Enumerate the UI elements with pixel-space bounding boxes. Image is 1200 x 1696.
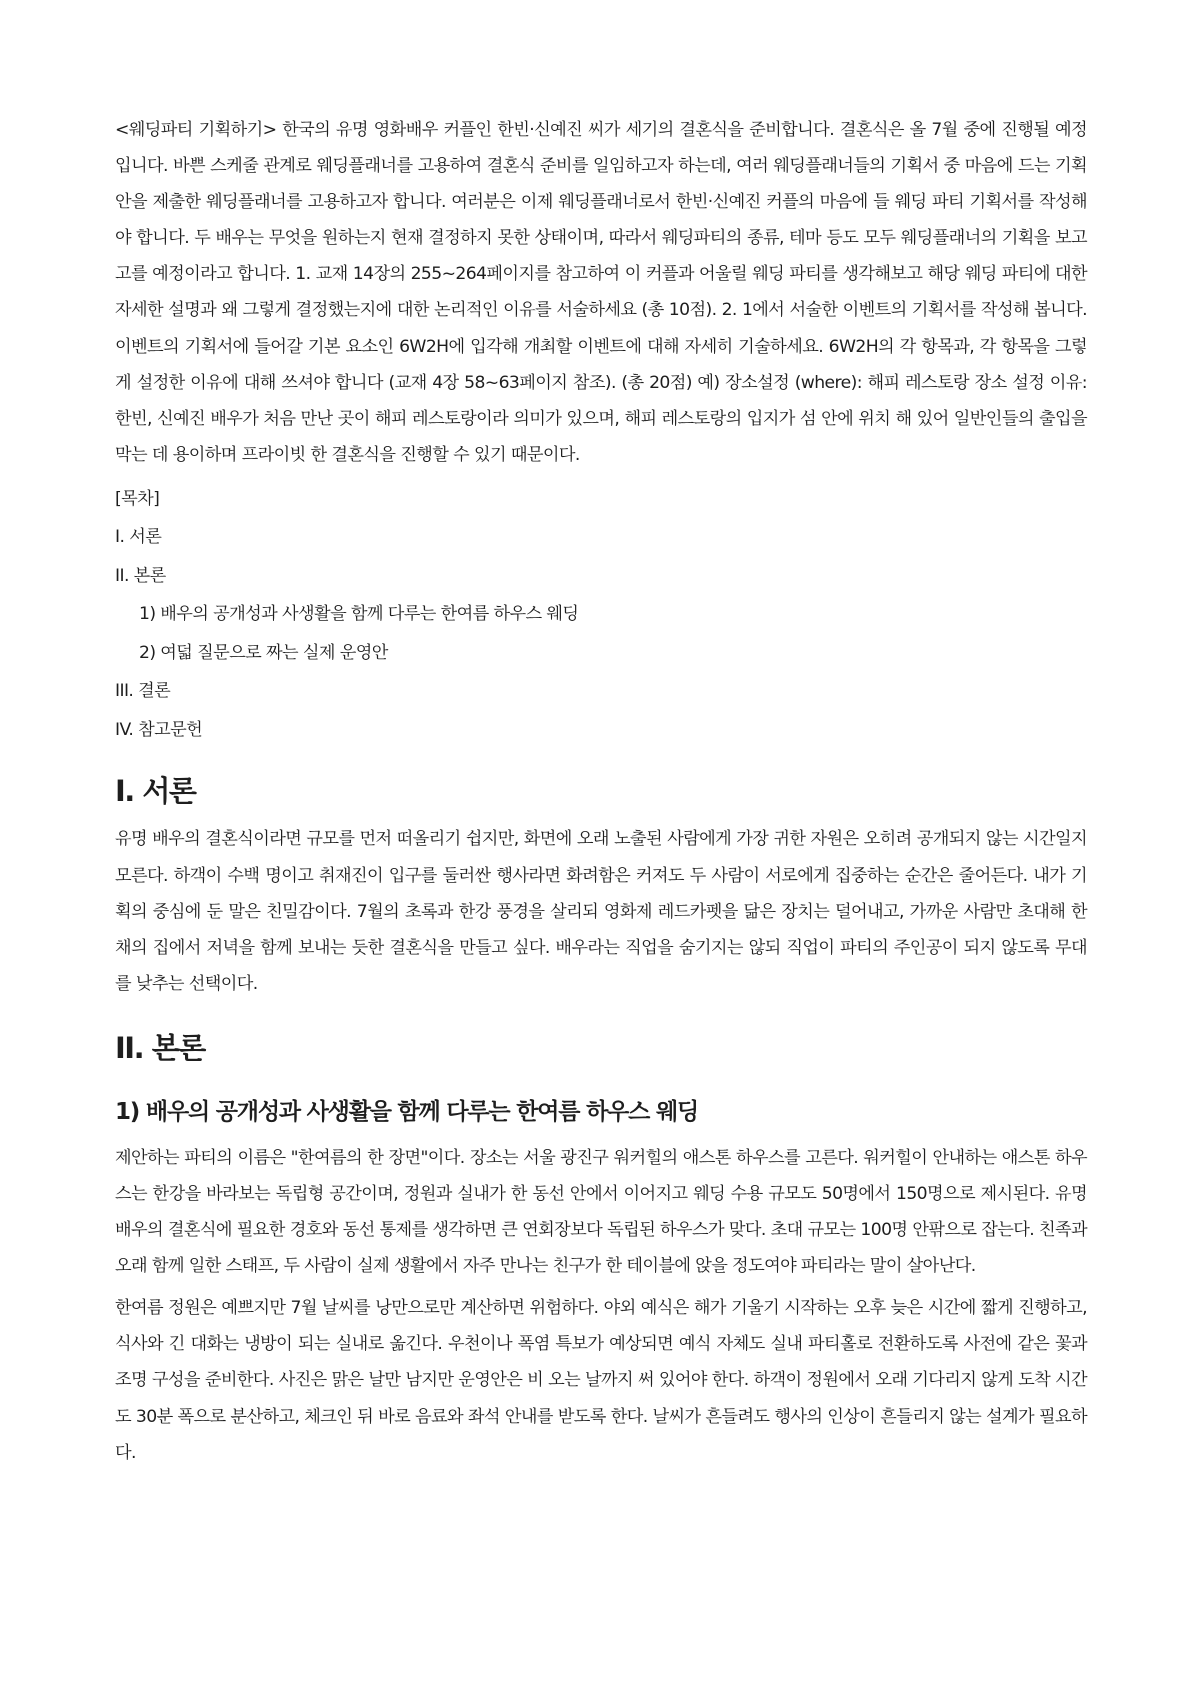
toc-item: II. 본론 — [115, 565, 166, 586]
toc-item: IV. 참고문헌 — [115, 719, 203, 740]
toc-subitem: 2) 여덟 질문으로 짜는 실제 운영안 — [139, 642, 388, 663]
table-of-contents — [115, 480, 1087, 750]
assignment-prompt: <웨딩파티 기획하기> 한국의 유명 영화배우 커플인 한빈·신예진 씨가 세기의 결혼식을 준비합니다. 결혼식은 올 7월 중에 진행될 예정입니다. 바쁜 스케줄 관계로 웨딩플래너를 고용하여 결혼식 준비를 일임하고자 하는데, 여러 웨딩플래너들의 기획서 중 마음에 드는 기획안을 제출한 웨딩플래너를 고용하고자 합니다. 여러분은 이제 웨딩플래너로서 한빈·신예진 커플의 마음에 들 웨딩 파티 기획서를 작성해야 합니다. 두 배우는 무엇을 원하는지 현재 결정하지 못한 상태이며, 따라서 웨딩파티의 종류, 테마 등도 모두 웨딩플래너의 기획을 보고 고를 예정이라고 합니다. 1. 교재 14장의 255~264페이지를 참고하여 이 커플과 어울릴 웨딩 파티를 생각해보고 해당 웨딩 파티에 대한 자세한 설명과 왜 그렇게 결정했는지에 대한 논리적인 이유를 서술하세요 (총 10점). 2. 1에서 서술한 이벤트의 기획서를 작성해 봅니다. 이벤트의 기획서에 들어갈 기본 요소인 6W2H에 입각해 개최할 이벤트에 대해 자세히 기술하세요. 6W2H의 각 항목과, 각 항목을 그렇게 설정한 이유에 대해 쓰셔야 합니다 (교재 4장 58~63페이지 참조). (총 20점) 예) 장소설정 (where): 해피 레스토랑 장소 설정 이유: 한빈, 신예진 배우가 처음 만난 곳이 해피 레스토랑이라 의미가 있으며, 해피 레스토랑의 입지가 섬 안에 위치 해 있어 일반인들의 출입을 막는 데 용이하며 프라이빗 한 결혼식을 진행할 수 있기 때문이다. — [115, 120, 1087, 465]
toc-title: [목차] — [115, 488, 160, 509]
body-paragraph: 한여름 정원은 예쁘지만 7월 날씨를 낭만으로만 계산하면 위험하다. 야외 예식은 해가 기울기 시작하는 오후 늦은 시간에 짧게 진행하고, 식사와 긴 대화는 냉방이 되는 실내로 옮긴다. 우천이나 폭염 특보가 예상되면 예식 자체도 실내 파티홀로 전환하도록 사전에 같은 꽃과 조명 구성을 준비한다. 사진은 맑은 날만 남지만 운영안은 비 오는 날까지 써 있어야 한다. 하객이 정원에서 오래 기다리지 않게 도착 시간도 30분 폭으로 분산하고, 체크인 뒤 바로 음료와 좌석 안내를 받도록 한다. 날씨가 흔들려도 행사의 인상이 흔들리지 않는 설계가 필요하다. — [115, 1298, 1087, 1463]
subsection-heading: 1) 배우의 공개성과 사생활을 함께 다루는 한여름 하우스 웨딩 — [115, 1098, 699, 1125]
toc-subitem: 1) 배우의 공개성과 사생활을 함께 다루는 한여름 하우스 웨딩 — [139, 604, 579, 625]
introduction-paragraph: 유명 배우의 결혼식이라면 규모를 먼저 떠올리기 쉽지만, 화면에 오래 노출된 사람에게 가장 귀한 자원은 오히려 공개되지 않는 시간일지 모른다. 하객이 수백 명이고 취재진이 입구를 둘러싼 행사라면 화려함은 커져도 두 사람이 서로에게 집중하는 순간은 줄어든다. 내가 기획의 중심에 둔 말은 친밀감이다. 7월의 초록과 한강 풍경을 살리되 영화제 레드카펫을 닮은 장치는 덜어내고, 가까운 사람만 초대해 한 채의 집에서 저녁을 함께 보내는 듯한 결혼식을 만들고 싶다. 배우라는 직업을 숨기지는 않되 직업이 파티의 주인공이 되지 않도록 무대를 낮추는 선택이다. — [115, 829, 1087, 994]
toc-item: I. 서론 — [115, 527, 162, 548]
toc-item: III. 결론 — [115, 681, 171, 702]
body-paragraph: 제안하는 파티의 이름은 "한여름의 한 장면"이다. 장소는 서울 광진구 워커힐의 애스톤 하우스를 고른다. 워커힐이 안내하는 애스톤 하우스는 한강을 바라보는 독립형 공간이며, 정원과 실내가 한 동선 안에서 이어지고 웨딩 수용 규모도 50명에서 150명으로 제시된다. 유명 배우의 결혼식에 필요한 경호와 동선 통제를 생각하면 큰 연회장보다 독립된 하우스가 맞다. 초대 규모는 100명 안팎으로 잡는다. 친족과 오래 함께 일한 스태프, 두 사람이 실제 생활에서 자주 만나는 친구가 한 테이블에 앉을 정도여야 파티라는 말이 살아난다. — [115, 1147, 1087, 1277]
document-page — [115, 112, 1087, 1471]
section-heading-introduction: I. 서론 — [115, 774, 196, 809]
section-heading-body: II. 본론 — [115, 1030, 205, 1065]
